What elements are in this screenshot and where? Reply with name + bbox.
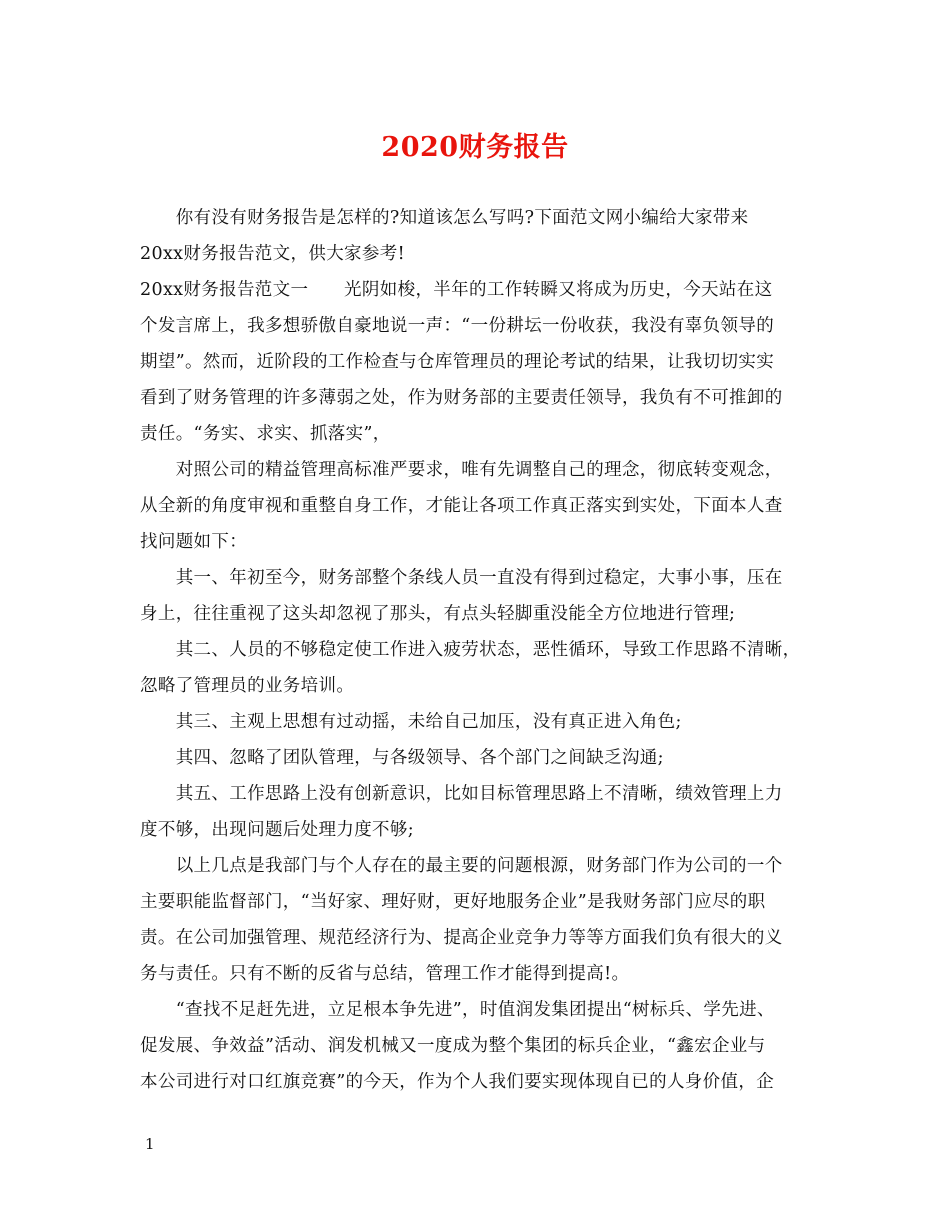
- body-line: “查找不足赶先进，立足根本争先进”，时值润发集团提出“树标兵、学先进、: [140, 1000, 775, 1020]
- body-line: 责任。“务实、求实、抓落实”，: [140, 424, 391, 444]
- body-line: 促发展、争效益”活动、润发机械又一度成为整个集团的标兵企业，“鑫宏企业与: [140, 1036, 766, 1056]
- body-line: 看到了财务管理的许多薄弱之处，作为财务部的主要责任领导，我负有不可推卸的: [140, 388, 783, 408]
- body-line: 度不够，出现问题后处理力度不够;: [140, 820, 414, 840]
- document-title: 2020财务报告: [381, 132, 569, 163]
- body-line: 对照公司的精益管理高标准严要求，唯有先调整自己的理念，彻底转变观念，: [140, 460, 783, 480]
- body-line: 其四、忽略了团队管理，与各级领导、各个部门之间缺乏沟通;: [140, 748, 664, 768]
- body-line: 忽略了管理员的业务培训。: [140, 676, 355, 696]
- body-line: 以上几点是我部门与个人存在的最主要的问题根源，财务部门作为公司的一个: [140, 856, 783, 876]
- body-line: 从全新的角度审视和重整自身工作，才能让各项工作真正落实到实处，下面本人查: [140, 496, 783, 516]
- body-line: 其五、工作思路上没有创新意识，比如目标管理思路上不清晰，绩效管理上力: [140, 784, 783, 804]
- body-line: 主要职能监督部门，“当好家、理好财，更好地服务企业”是我财务部门应尽的职: [140, 892, 766, 912]
- body-line: 找问题如下：: [140, 532, 248, 552]
- body-line: 身上，往往重视了这头却忽视了那头，有点头轻脚重没能全方位地进行管理;: [140, 604, 736, 624]
- body-line: 20xx财务报告范文一 光阴如梭，半年的工作转瞬又将成为历史，今天站在这: [140, 280, 773, 300]
- body-line: 你有没有财务报告是怎样的?知道该怎么写吗?下面范文网小编给大家带来: [140, 208, 749, 228]
- body-line: 其三、主观上思想有过动摇，未给自己加压，没有真正进入角色;: [140, 712, 682, 732]
- page-number: 1: [145, 1135, 155, 1153]
- body-line: 其一、年初至今，财务部整个条线人员一直没有得到过稳定，大事小事，压在: [140, 568, 783, 588]
- body-line: 务与责任。只有不断的反省与总结，管理工作才能得到提高!。: [140, 964, 630, 984]
- body-line: 其二、人员的不够稳定使工作进入疲劳状态，恶性循环，导致工作思路不清晰，: [140, 640, 801, 660]
- body-line: 责。在公司加强管理、规范经济行为、提高企业竞争力等等方面我们负有很大的义: [140, 928, 783, 948]
- body-line: 20xx财务报告范文，供大家参考!: [140, 244, 405, 264]
- body-line: 期望”。然而，近阶段的工作检查与仓库管理员的理论考试的结果，让我切切实实: [140, 352, 775, 372]
- body-line: 个发言席上，我多想骄傲自豪地说一声：“一份耕坛一份收获，我没有辜负领导的: [140, 316, 775, 336]
- body-line: 本公司进行对口红旗竞赛”的今天，作为个人我们要实现体现自已的人身价值，企: [140, 1072, 775, 1092]
